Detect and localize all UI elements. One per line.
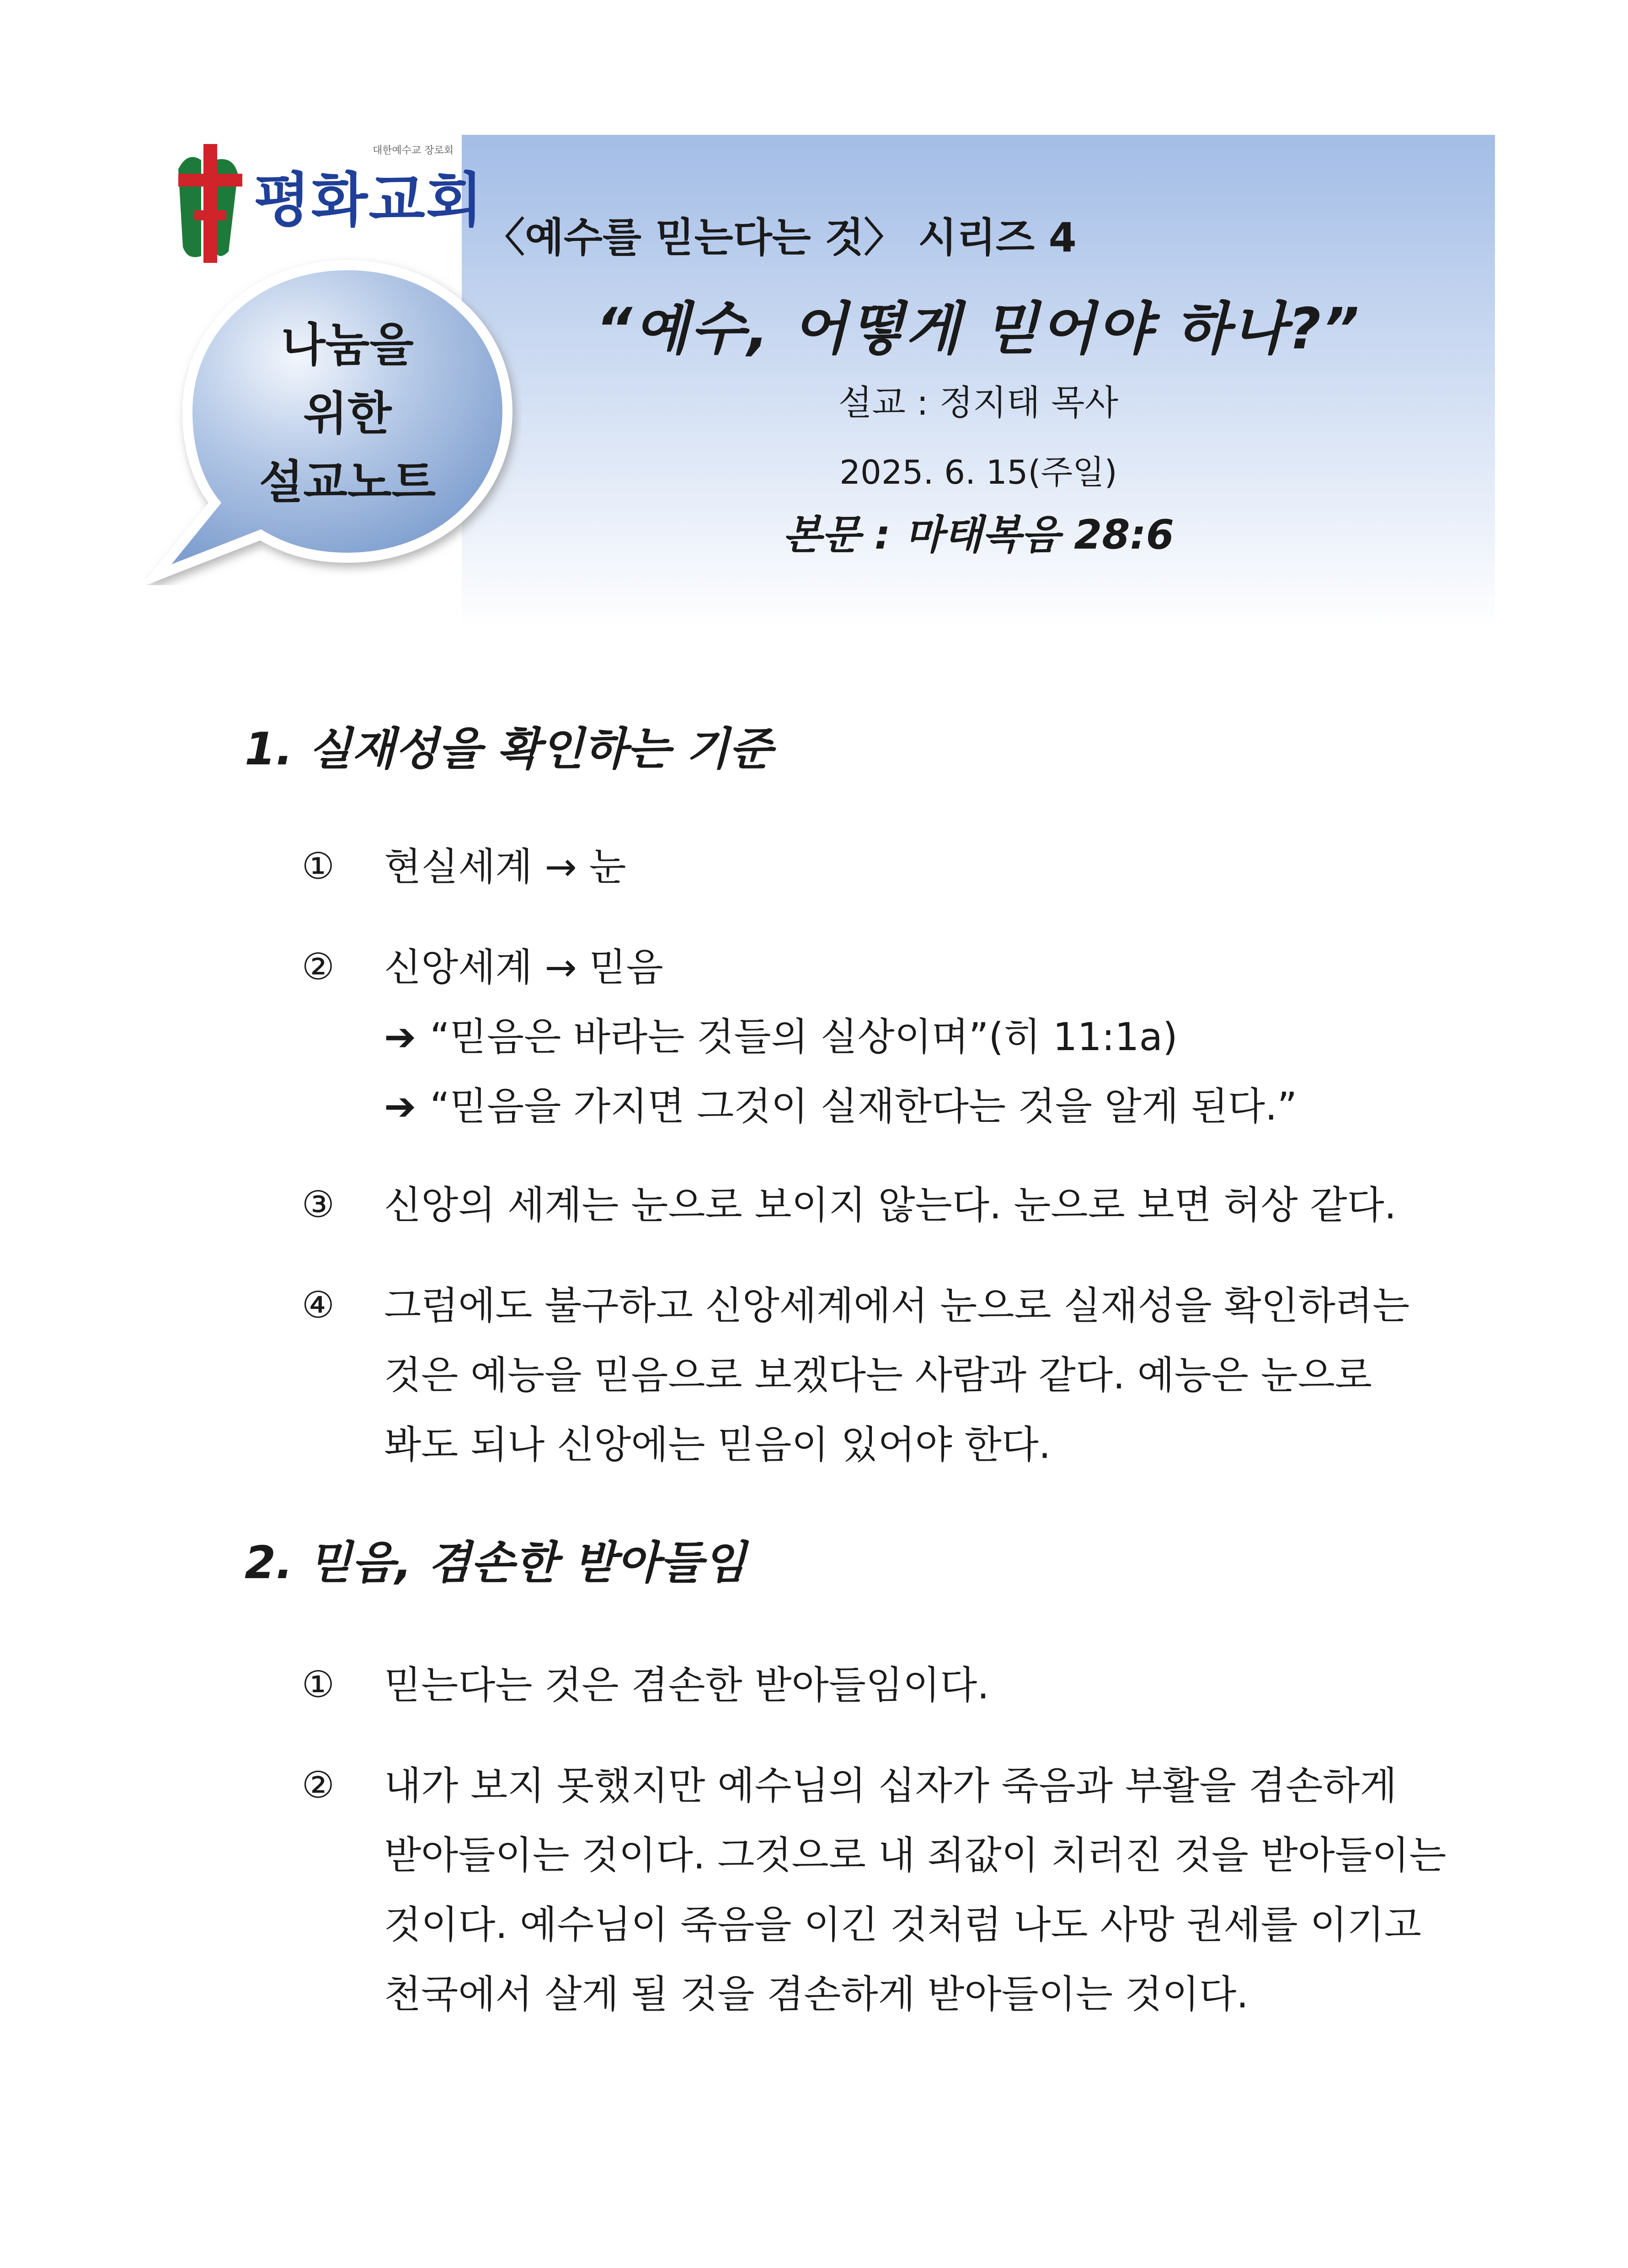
section-2-title: 2. 믿음, 겸손한 받아들임 xyxy=(245,1537,747,1589)
item-number: ② xyxy=(302,945,335,988)
logo-subtitle: 대한예수교 장로회 xyxy=(373,145,454,156)
preacher-line: 설교 : 정지태 목사 xyxy=(838,382,1118,423)
item-text: 내가 보지 못했지만 예수님의 십자가 죽음과 부활을 겸손하게 받아들이는 것이다. 그것으로 내 죄값이 치러진 것을 받아들이는 것이다. 예수님이 죽음을 이긴 것처럼 나도 사망 권세를 이기고 천국에서 살게 될 것을 겸손하게 받아들이는 것이다. xyxy=(384,1763,1447,2017)
bubble-label xyxy=(201,311,494,517)
item-text: 신앙의 세계는 눈으로 보이지 않는다. 눈으로 보면 허상 같다. xyxy=(384,1183,1397,1227)
logo-text: 평화교회 xyxy=(254,166,484,235)
cross-logo-icon xyxy=(169,142,247,265)
sermon-date: 2025. 6. 15(주일) xyxy=(839,453,1117,491)
scripture-reference: 본문 : 마태복음 28:6 xyxy=(782,511,1174,558)
bubble-line: 나눔을 xyxy=(281,318,414,372)
item-text: 그럼에도 불구하고 신앙세계에서 눈으로 실재성을 확인하려는 것은 예능을 믿음으로 보겠다는 사람과 같다. 예능은 눈으로 봐도 되나 신앙에는 믿음이 있어야 한다. xyxy=(384,1283,1410,1467)
church-logo xyxy=(169,133,484,270)
arrow-right-icon: ➔ xyxy=(384,1084,416,1129)
item-number: ③ xyxy=(302,1183,335,1226)
item-text: 신앙세계 → 믿음 ➔ “믿음은 바라는 것들의 실상이며”(히 11:1a) ➔ “믿음을 가지면 그것이 실재한다는 것을 알게 된다.” xyxy=(384,933,1297,1141)
series-title: 〈예수를 믿는다는 것〉 시리즈 4 xyxy=(485,214,1077,261)
item-text: 현실세계 → 눈 xyxy=(384,844,626,889)
item-number: ① xyxy=(302,845,335,887)
item-text: 믿는다는 것은 겸손한 받아들임이다. xyxy=(384,1663,989,1708)
sub-point: ➔ “믿음을 가지면 그것이 실재한다는 것을 알게 된다.” xyxy=(384,1084,1297,1129)
arrow-right-icon: ➔ xyxy=(384,1014,416,1059)
bubble-line: 위한 xyxy=(303,387,392,440)
item-number: ④ xyxy=(302,1284,335,1326)
sub-point: ➔ “믿음은 바라는 것들의 실상이며”(히 11:1a) xyxy=(384,1014,1178,1059)
section-1-title: 1. 실재성을 확인하는 기준 xyxy=(245,723,773,775)
item-number: ② xyxy=(302,1764,335,1806)
sermon-title: “예수, 어떻게 믿어야 하나?” xyxy=(595,296,1361,362)
item-number: ① xyxy=(302,1663,335,1706)
bubble-line: 설교노트 xyxy=(259,455,436,509)
